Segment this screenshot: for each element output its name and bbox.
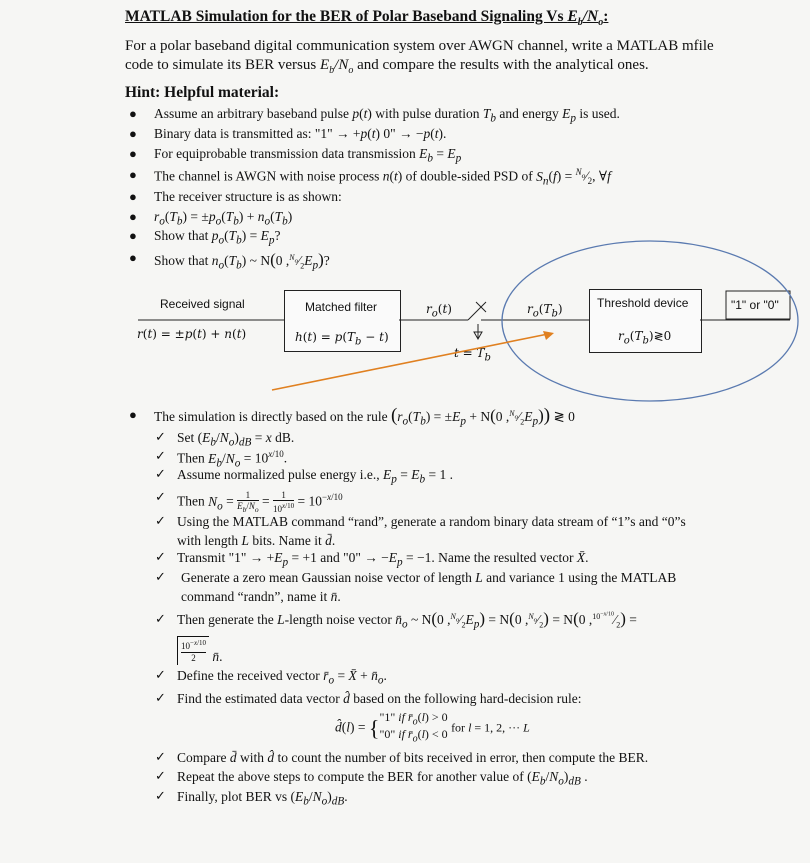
decision-rule: d̂(l) = {"1" if $r̄_o(l) > 0$ "0" if $r̄_o(l) < 0$ for l = 1, 2, ··· L — [335, 710, 530, 745]
step-5: ✓ Using the MATLAB command “rand”, generate a random binary data stream of “1”s and “0”s — [155, 513, 686, 529]
received-signal-expr: r(t) = ±p(t) + n(t) — [137, 327, 247, 341]
output-label: "1" or "0" — [731, 298, 779, 312]
hint-heading: Hint: Helpful material: — [125, 84, 280, 101]
bullet-6: ● $r_o(T_b) = \pm p_o(T_b) + n_o(T_b)$ — [129, 209, 293, 228]
received-signal-label: Received signal — [160, 297, 245, 311]
step-7-cont: command “randn”, name it n̄. — [181, 589, 341, 604]
highlight-ellipse — [502, 241, 798, 401]
step-2: ✓ Then $E_b/N_o = 10^{x/10}$. — [155, 448, 288, 470]
sample-time-label: = $T_b$ — [458, 346, 491, 364]
step-7: ✓ Generate a zero mean Gaussian noise vector of length L and variance 1 using the MATLAB — [155, 569, 677, 585]
matched-filter-label: Matched filter — [305, 300, 378, 314]
step-5-cont: with length L bits. Name it d̄. — [177, 533, 336, 548]
step-13: ✓ Finally, plot BER vs $(E_b/N_o)_{dB}$. — [155, 788, 348, 808]
matched-filter-expr: $h(t) = p(T_b - t)$ — [295, 330, 389, 348]
bullet-8: ● Show that $n_o(T_b)$ ~ N(0 $,^{N_o}⁄_2E_p$)? — [129, 250, 330, 272]
orange-arrow — [272, 334, 548, 390]
step-4: ✓ Then $N_o$ = 1 $E_b/N_o$ = 1 $10^{x/10} = 10^{-x/10}$ — [155, 489, 343, 515]
intro-line-2: code to simulate its BER versus $E_b/N_o$ and compare the results with the analytical ones. — [125, 57, 649, 76]
bullet-4: ● The channel is AWGN with noise process n(t) of double-sided PSD of $S_n(f)$ = $^{N_o}⁄_2$, ∀f — [129, 167, 611, 188]
threshold-device-label: Threshold device — [597, 296, 689, 310]
bullet-3: ● For equiprobable transmission data transmission $E_b = E_p$ — [129, 146, 462, 165]
bullet-5: ● The receiver structure is as shown: — [129, 189, 342, 204]
step-12: ✓ Repeat the above steps to compute the BER for another value of $(E_b/N_o)_{dB}$ . — [155, 768, 588, 788]
page-title: MATLAB Simulation for the BER of Polar Baseband Signaling Vs $E_b/N_o$: — [125, 8, 609, 29]
orange-arrowhead-icon — [543, 331, 554, 340]
step-3: ✓ Assume normalized pulse energy i.e., $E_p = E_b = 1$ . — [155, 466, 453, 486]
threshold-expr: $r_o(T_b)≷0$ — [618, 329, 672, 347]
bullet-2: ● Binary data is transmitted as: "1" → +p(t) 0" → −p(t). — [129, 126, 447, 141]
step-9: ✓ Define the received vector $r̄_o$ = X̄ + $n̄_o$. — [155, 667, 387, 687]
step-8-cont: $10^{-x/10}$ 2 n̄. — [177, 636, 223, 665]
ro-t-label: $r_o(t)$ — [426, 302, 452, 320]
intro-line-1: For a polar baseband digital communication system over AWGN channel, write a MATLAB mfile — [125, 38, 714, 54]
sampler-switch-icon — [468, 302, 486, 320]
step-8: ✓ Then generate the L-length noise vector $n̄_o$ ~ N(0 $,^{N_o}⁄_2E_p) = N(0$ $,^{N_o}⁄_2) = N(0$ $,^{10^{-x/10}}⁄_2$) = — [155, 609, 637, 631]
ro-Tb-label: $r_o(T_b)$ — [527, 302, 563, 320]
step-10: ✓ Find the estimated data vector d̂ based on the following hard-decision rule: — [155, 690, 582, 706]
step-11: ✓ Compare d̄ with d̂ to count the number of bits received in error, then compute the BER. — [155, 749, 649, 765]
step-6: ✓ Transmit "1" → $+E_p = +1$ and "0" → $-E_p = -1$. Name the resulted vector X̄. — [155, 549, 589, 569]
step-1: ✓ Set $(E_b/N_o)_{dB} = x$ dB. — [155, 429, 295, 449]
bullet-1: ● Assume an arbitrary baseband pulse p(t) with pulse duration $T_b$ and energy $E_p$ is used. — [129, 106, 620, 125]
bullet-7: ● Show that $p_o(T_b) = E_p$? — [129, 228, 281, 247]
simulation-bullet: ● The simulation is directly based on the rule ($r_o(T_b) = \pm E_p + N(0$ $,^{N_o}⁄_2E_p$)) ≷ 0 — [129, 405, 575, 428]
